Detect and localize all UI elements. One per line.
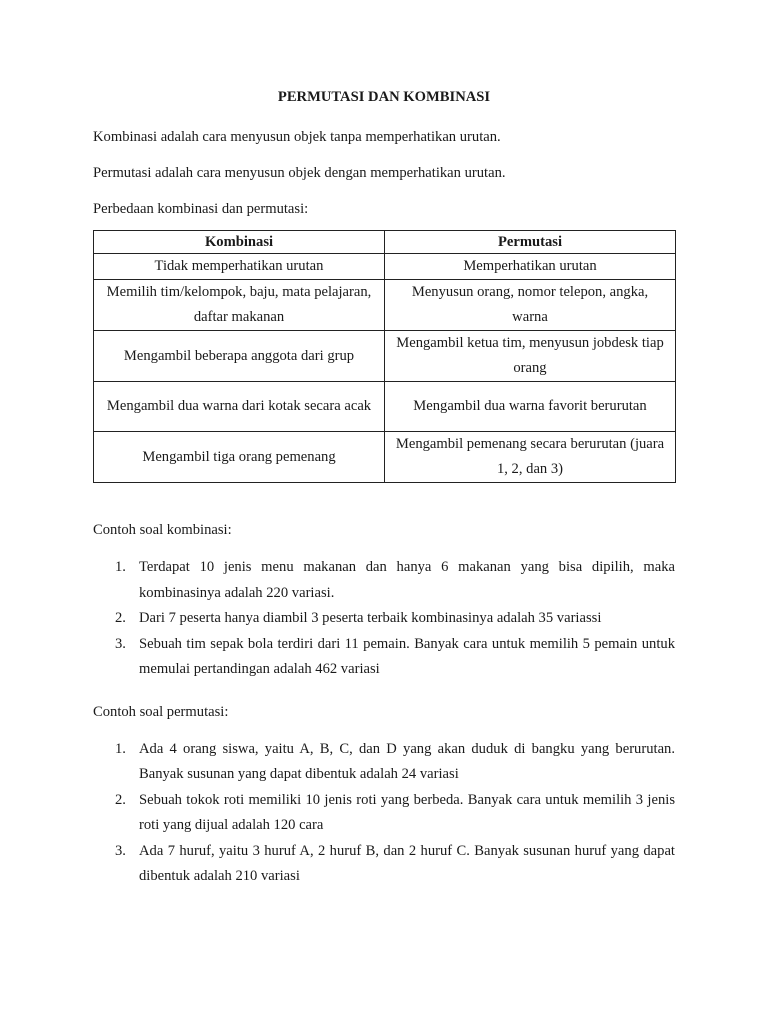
comparison-table [93, 230, 676, 483]
table-cell: Memilih tim/kelompok, baju, mata pelajaran, daftar makanan [94, 280, 385, 331]
list-item [93, 737, 675, 788]
table-cell: Mengambil dua warna dari kotak secara acak [94, 382, 385, 432]
table-cell: Memperhatikan urutan [385, 254, 676, 280]
list-item-number: 2. [115, 791, 126, 808]
table-cell: Mengambil ketua tim, menyusun jobdesk tiap orang [385, 331, 676, 382]
list-item-text: Ada 7 huruf, yaitu 3 huruf A, 2 huruf B, dan 2 huruf C. Banyak susunan huruf yang dapat dibentuk adalah 210 variasi [139, 842, 675, 884]
list-item-number: 1. [115, 559, 126, 575]
definition-permutasi: Permutasi adalah cara menyusun objek dengan memperhatikan urutan. [93, 165, 506, 181]
table-row [94, 280, 676, 331]
table-row [94, 331, 676, 382]
list-item-text: Dari 7 peserta hanya diambil 3 peserta terbaik kombinasinya adalah 35 variassi [139, 610, 602, 626]
table-row [94, 382, 676, 432]
table-cell: Mengambil tiga orang pemenang [94, 432, 385, 483]
table-header-permutasi: Permutasi [385, 231, 676, 254]
list-item [93, 606, 675, 632]
table-header-kombinasi: Kombinasi [94, 231, 385, 254]
document-page [93, 86, 675, 890]
list-item [93, 555, 675, 606]
table-row [94, 254, 676, 280]
table-header-row [94, 231, 676, 254]
perbedaan-intro: Perbedaan kombinasi dan permutasi: [93, 201, 309, 217]
kombinasi-examples-heading: Contoh soal kombinasi: [93, 522, 232, 538]
list-item [93, 788, 675, 839]
definition-kombinasi: Kombinasi adalah cara menyusun objek tanpa memperhatikan urutan. [93, 129, 501, 145]
table-cell: Tidak memperhatikan urutan [94, 254, 385, 280]
list-item-number: 1. [115, 740, 126, 757]
list-item-number: 2. [115, 610, 126, 626]
list-item-text: Sebuah tokok roti memiliki 10 jenis roti yang berbeda. Banyak cara untuk memilih 3 jenis roti yang dijual adalah 120 cara [139, 791, 675, 833]
list-item-number: 3. [115, 842, 126, 859]
table-cell: Mengambil beberapa anggota dari grup [94, 331, 385, 382]
list-item-number: 3. [115, 635, 126, 652]
table-cell: Menyusun orang, nomor telepon, angka, warna [385, 280, 676, 331]
table-cell: Mengambil pemenang secara berurutan (juara 1, 2, dan 3) [385, 432, 676, 483]
list-item [93, 632, 675, 683]
permutasi-examples-heading: Contoh soal permutasi: [93, 703, 229, 720]
table-row [94, 432, 676, 483]
table-cell: Mengambil dua warna favorit berurutan [385, 382, 676, 432]
page-title: PERMUTASI DAN KOMBINASI [277, 89, 491, 105]
kombinasi-examples-list [93, 555, 675, 683]
list-item-text: Terdapat 10 jenis menu makanan dan hanya 6 makanan yang bisa dipilih, maka kombinasinya adalah 220 variasi. [139, 559, 675, 601]
list-item [93, 839, 675, 890]
list-item-text: Sebuah tim sepak bola terdiri dari 11 pemain. Banyak cara untuk memilih 5 pemain untuk memulai pertandingan adalah 462 variasi [139, 635, 675, 677]
permutasi-examples-list [93, 737, 675, 890]
list-item-text: Ada 4 orang siswa, yaitu A, B, C, dan D yang akan duduk di bangku yang berurutan. Banyak susunan yang dapat dibentuk adalah 24 variasi [139, 740, 675, 782]
